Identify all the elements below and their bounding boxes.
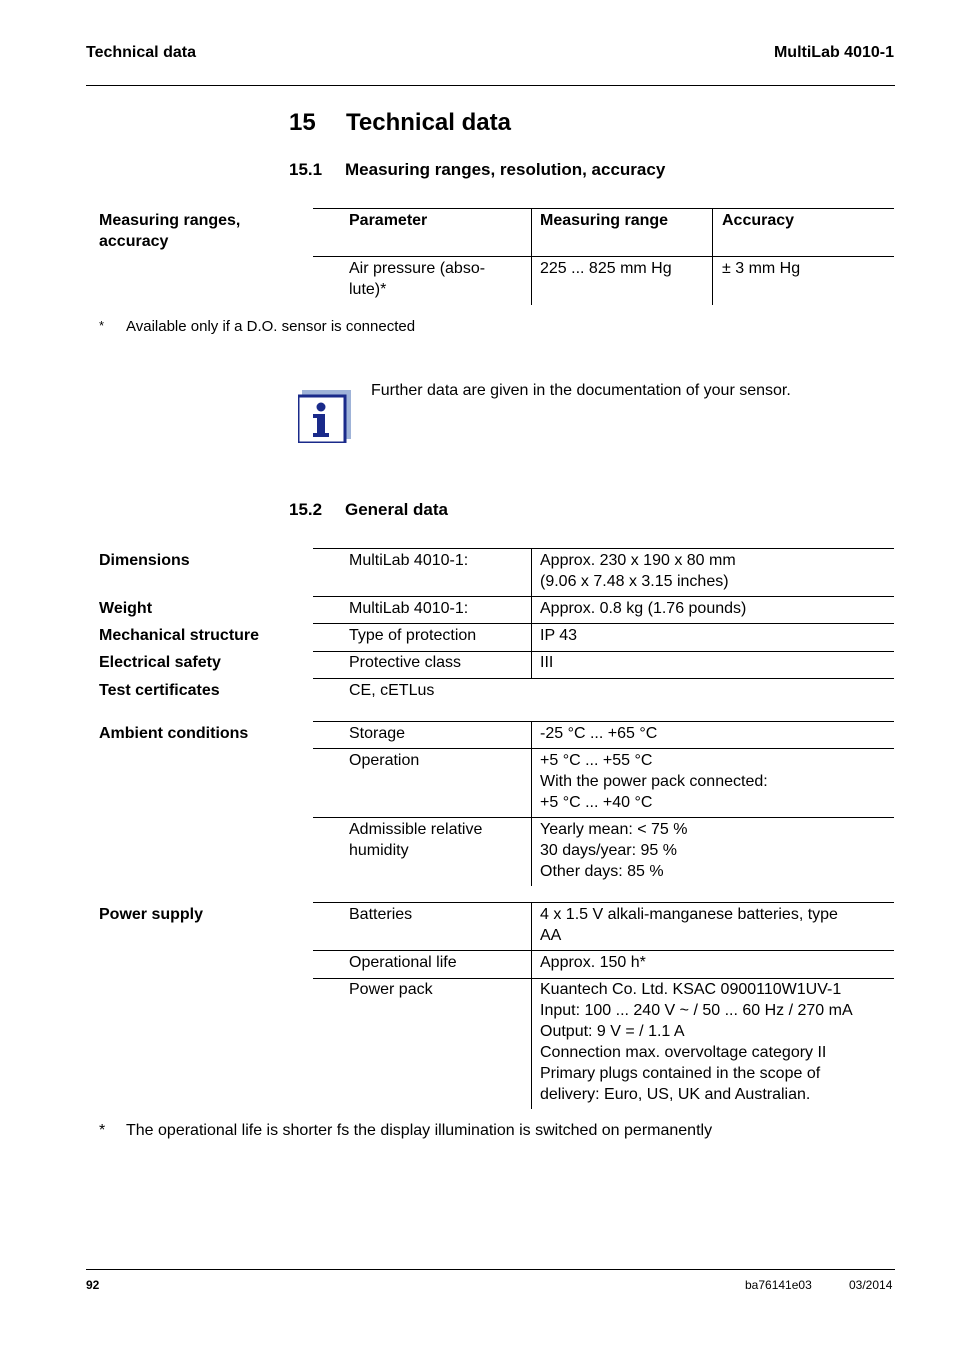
document-date: 03/2014 <box>849 1278 893 1292</box>
section-number-2: 15.2 <box>289 500 323 519</box>
batteries-value <box>540 904 838 946</box>
footnote-text: The operational life is shorter fs the display illumination is switched on permanently <box>126 1122 713 1139</box>
section-heading-1 <box>289 160 665 180</box>
cell-line: Output: 9 V = / 1.1 A <box>540 1023 685 1040</box>
table-header-accuracy: Accuracy <box>722 212 795 229</box>
table-header-parameter: Parameter <box>349 212 428 229</box>
cell-line: Connection max. overvoltage category II <box>540 1044 827 1061</box>
label-weight: Weight <box>99 600 153 617</box>
table-rule <box>313 623 894 624</box>
electrical-key: Protective class <box>349 654 462 671</box>
cell-line: humidity <box>349 842 409 859</box>
weight-value: Approx. 0.8 kg (1.76 pounds) <box>540 600 747 617</box>
section-title-1: Measuring ranges, resolution, accuracy <box>345 160 666 179</box>
storage-value: -25 °C ... +65 °C <box>540 725 658 742</box>
humidity-key <box>349 819 482 861</box>
cell-line: (9.06 x 7.48 x 3.15 inches) <box>540 573 729 590</box>
page-number: 92 <box>86 1278 100 1292</box>
cell-line: Admissible relative <box>349 821 483 838</box>
cell-line: Other days: 85 % <box>540 863 664 880</box>
table-rule <box>313 817 894 818</box>
cell-line: lute)* <box>349 281 387 298</box>
dimensions-key: MultiLab 4010-1: <box>349 552 469 569</box>
table-rule <box>313 950 894 951</box>
running-header-left: Technical data <box>86 44 196 61</box>
info-text: Further data are given in the documentation of your sensor. <box>371 382 791 399</box>
table-cell-parameter <box>349 258 485 300</box>
cell-line: Air pressure (abso- <box>349 260 486 277</box>
operation-key: Operation <box>349 752 420 769</box>
operation-value <box>540 750 768 813</box>
side-label-measuring <box>99 210 240 252</box>
mechanical-value: IP 43 <box>540 627 578 644</box>
table-column-divider <box>531 548 532 678</box>
section-heading-2 <box>289 500 448 520</box>
table-rule <box>313 678 894 679</box>
cell-line: 30 days/year: 95 % <box>540 842 677 859</box>
table-header-range: Measuring range <box>540 212 669 229</box>
label-mechanical: Mechanical structure <box>99 627 260 644</box>
batteries-key: Batteries <box>349 906 413 923</box>
pack-key: Power pack <box>349 981 433 998</box>
table-rule <box>313 256 894 257</box>
cell-line: +5 °C ... +55 °C <box>540 752 653 769</box>
cell-line: With the power pack connected: <box>540 773 768 790</box>
table-rule <box>313 208 894 209</box>
label-dimensions: Dimensions <box>99 552 190 569</box>
footer-rule <box>86 1269 895 1270</box>
label-power: Power supply <box>99 906 204 923</box>
cell-line: Primary plugs contained in the scope of <box>540 1065 821 1082</box>
section-number-1: 15.1 <box>289 160 323 179</box>
table-rule <box>313 902 894 903</box>
chapter-number: 15 <box>289 109 316 136</box>
table-rule <box>313 548 894 549</box>
side-label-line: Measuring ranges, <box>99 212 241 229</box>
cell-line: delivery: Euro, US, UK and Australian. <box>540 1086 811 1103</box>
cell-line: 4 x 1.5 V alkali-manganese batteries, type <box>540 906 838 923</box>
humidity-value <box>540 819 688 882</box>
table-column-divider <box>712 208 713 305</box>
section-title-2: General data <box>345 500 448 519</box>
table-rule <box>313 596 894 597</box>
pack-value <box>540 979 853 1105</box>
chapter-title <box>289 109 511 137</box>
table-rule <box>313 748 894 749</box>
label-ambient: Ambient conditions <box>99 725 249 742</box>
table-column-divider <box>531 721 532 886</box>
mechanical-key: Type of protection <box>349 627 477 644</box>
footnote-mark: * <box>99 318 105 333</box>
weight-key: MultiLab 4010-1: <box>349 600 469 617</box>
side-label-line: accuracy <box>99 233 169 250</box>
cell-line: +5 °C ... +40 °C <box>540 794 653 811</box>
footnote-mark: * <box>99 1122 106 1139</box>
cell-line: Yearly mean: < 75 % <box>540 821 688 838</box>
cell-line: Input: 100 ... 240 V ~ / 50 ... 60 Hz / 270 mA <box>540 1002 853 1019</box>
life-key: Operational life <box>349 954 457 971</box>
cell-line: Approx. 230 x 190 x 80 mm <box>540 552 736 569</box>
label-electrical: Electrical safety <box>99 654 221 671</box>
header-rule <box>86 85 895 86</box>
table-column-divider <box>531 902 532 1109</box>
label-certificates: Test certificates <box>99 682 220 699</box>
cell-line: Kuantech Co. Ltd. KSAC 0900110W1UV-1 <box>540 981 842 998</box>
certificates-value: CE, cETLus <box>349 682 435 699</box>
table-column-divider <box>531 208 532 305</box>
info-icon <box>298 390 351 443</box>
document-number: ba76141e03 <box>745 1278 812 1292</box>
cell-line: AA <box>540 927 562 944</box>
table-cell-range: 225 ... 825 mm Hg <box>540 260 672 277</box>
dimensions-value <box>540 550 736 592</box>
life-value: Approx. 150 h* <box>540 954 646 971</box>
running-header-right: MultiLab 4010-1 <box>773 44 894 61</box>
table-cell-accuracy: ± 3 mm Hg <box>722 260 801 277</box>
table-rule <box>313 721 894 722</box>
electrical-value: III <box>540 654 554 671</box>
chapter-title-text: Technical data <box>346 109 511 136</box>
footnote-text: Available only if a D.O. sensor is connected <box>126 318 416 335</box>
storage-key: Storage <box>349 725 406 742</box>
